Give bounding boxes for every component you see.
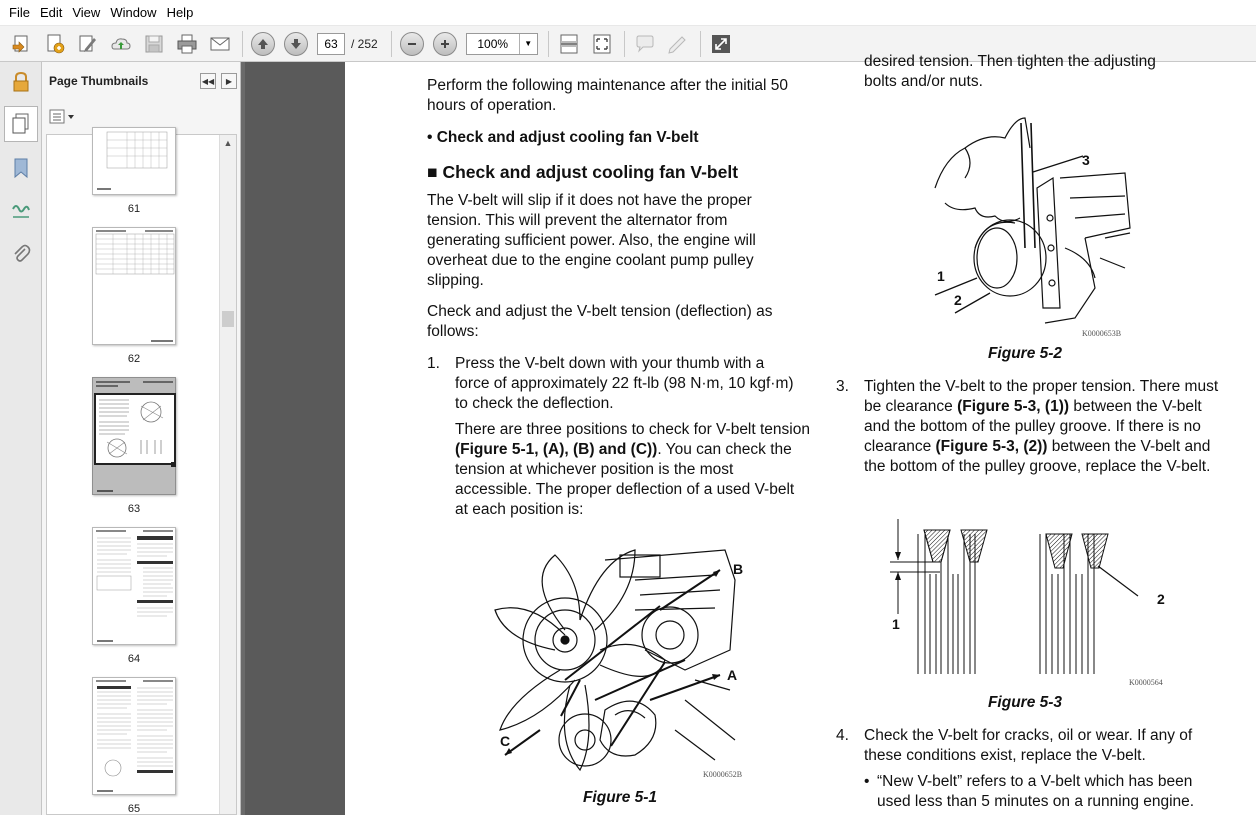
figure-5-3-caption: Figure 5-3 — [987, 694, 1063, 711]
page-preview-icon — [93, 228, 177, 346]
bullet-dot: • — [864, 773, 870, 790]
menu-edit[interactable]: Edit — [39, 4, 63, 20]
callout-c: C — [500, 733, 511, 749]
fit-page-icon[interactable] — [588, 30, 616, 58]
callout-2: 2 — [954, 292, 962, 308]
figure-reference: (Figure 5-3, (2)) — [935, 438, 1048, 455]
document-page — [345, 53, 1256, 815]
toolbar-separator — [548, 31, 549, 57]
step-number: 1. — [427, 355, 440, 372]
save-icon[interactable] — [140, 30, 168, 58]
create-pdf-icon[interactable] — [41, 30, 69, 58]
figure-5-1-caption: Figure 5-1 — [582, 789, 658, 806]
step-1-detail-text: . You can check the tension at whichever position is the most accessible. The proper deflection of a used V-belt at each position is: — [455, 441, 795, 518]
step-1-detail-text: There are three positions to check for V-belt tension — [455, 421, 810, 438]
intro-paragraph: Perform the following maintenance after the initial 50 hours of operation. — [427, 77, 789, 114]
figure-5-2-caption: Figure 5-2 — [987, 345, 1063, 362]
panel-title: Page Thumbnails — [49, 74, 149, 88]
callout-b: B — [733, 561, 744, 577]
step-4-text: Check the V-belt for cracks, oil or wear. If any of these conditions exist, replace the V-belt. — [864, 727, 1193, 764]
comment-icon — [631, 30, 659, 58]
open-icon[interactable] — [8, 30, 36, 58]
callout-a: A — [727, 667, 738, 683]
page-total: / 252 — [351, 36, 378, 51]
paragraph-2: Check and adjust the V-belt tension (deflection) as follows: — [427, 303, 773, 340]
step-number: 4. — [836, 727, 849, 744]
callout-1: 1 — [937, 268, 945, 284]
bullet-text: Check and adjust cooling fan V-belt — [436, 129, 699, 146]
thumbnail-label: 62 — [127, 353, 141, 365]
page-preview-icon — [93, 678, 177, 796]
thumbnail-page-64[interactable] — [92, 527, 176, 645]
thumbnail-page-65[interactable] — [92, 677, 176, 795]
zoom-in-button[interactable] — [431, 30, 459, 58]
callout-2: 2 — [1157, 591, 1165, 607]
thumbnail-label: 61 — [127, 203, 141, 215]
email-icon[interactable] — [206, 30, 234, 58]
arrow-up-icon — [251, 32, 275, 56]
thumbnail-scrollbar[interactable] — [219, 135, 236, 814]
toolbar-separator — [242, 31, 243, 57]
bullet-text: “New V-belt” refers to a V-belt which has been used less than 5 minutes on a running engine. — [877, 773, 1195, 810]
callout-3: 3 — [1082, 152, 1090, 168]
figure-code: K0000564 — [1129, 678, 1163, 687]
figure-reference: (Figure 5-1, (A), (B) and (C)) — [455, 441, 658, 458]
edit-icon[interactable] — [74, 30, 102, 58]
section-heading — [427, 162, 817, 182]
figure-code: K0000653B — [1082, 329, 1122, 338]
square-bullet-icon: ■ — [427, 162, 438, 182]
thumbnail-label: 63 — [127, 503, 141, 515]
minus-icon — [400, 32, 424, 56]
thumbnail-list[interactable] — [46, 134, 237, 815]
page-preview-icon — [93, 128, 177, 196]
thumbnail-page-63[interactable] — [92, 377, 176, 495]
collapse-panel-icon[interactable]: ◀◀ — [200, 73, 216, 89]
step-3-text-part: Tighten the V-belt to the proper tension. There must be clearance — [864, 378, 1219, 415]
figure-reference: (Figure 5-3, (1)) — [957, 398, 1070, 415]
attachment-icon[interactable] — [7, 240, 35, 268]
toolbar-separator — [700, 31, 701, 57]
lock-icon[interactable] — [7, 68, 35, 96]
fit-width-icon[interactable] — [555, 30, 583, 58]
signature-icon[interactable] — [7, 198, 35, 226]
bookmark-icon[interactable] — [7, 154, 35, 182]
bullet-item: • Check and adjust cooling fan V-belt — [427, 129, 699, 146]
step-1-text: Press the V-belt down with your thumb with a force of approximately 22 ft-lb (98 N·m, 10 kgf·m) to check the deflection. — [455, 355, 794, 412]
continued-text: bolts and/or nuts. — [864, 73, 983, 90]
menu-bar — [0, 0, 1256, 26]
thumbnail-options-button[interactable] — [49, 108, 77, 126]
chevron-up-icon[interactable]: ▲ — [223, 138, 233, 148]
zoom-select[interactable] — [466, 33, 538, 55]
print-icon[interactable] — [173, 30, 201, 58]
step-number: 3. — [836, 378, 849, 395]
pages-icon[interactable] — [4, 106, 38, 142]
sign-icon — [664, 30, 692, 58]
toolbar-separator — [624, 31, 625, 57]
menu-window[interactable]: Window — [110, 4, 157, 20]
thumbnail-label: 64 — [127, 653, 141, 665]
step-3-text-part: between the V-belt and the bottom of the pulley groove, replace the V-belt. — [864, 438, 1211, 475]
thumbnail-label: 65 — [127, 803, 141, 815]
menu-file[interactable]: File — [9, 4, 30, 20]
zoom-out-button[interactable] — [398, 30, 426, 58]
figure-code: K0000652B — [703, 770, 743, 779]
chevron-down-icon[interactable]: ▼ — [519, 34, 537, 54]
figure-5-1-image — [485, 540, 755, 780]
previous-page-button[interactable] — [249, 30, 277, 58]
plus-icon — [433, 32, 457, 56]
page-preview-icon — [93, 528, 177, 646]
document-viewport[interactable] — [245, 53, 1256, 815]
next-page-button[interactable] — [282, 30, 310, 58]
arrow-down-icon — [284, 32, 308, 56]
chevron-right-icon[interactable]: ▶ — [221, 73, 237, 89]
navigation-strip — [0, 62, 42, 815]
figure-5-3-image — [880, 514, 1180, 684]
step-3-text-part: between the V-belt and the bottom of the pulley groove. If there is no clearance — [864, 398, 1202, 455]
expand-icon[interactable] — [707, 30, 735, 58]
paragraph-1: The V-belt will slip if it does not have the proper tension. This will prevent the alternator from generating sufficient power. Also, the engine will overheat due to the engine coolant pump pulley slipping. — [427, 192, 756, 289]
callout-1: 1 — [892, 616, 900, 632]
pulley-groove-illustration — [880, 514, 1180, 684]
step-1-detail — [455, 420, 810, 520]
menu-help[interactable]: Help — [166, 4, 194, 20]
continued-text-top: desired tension. Then tighten the adjusting — [864, 53, 1156, 70]
page-preview-icon — [93, 378, 177, 496]
scrollbar-thumb[interactable] — [222, 311, 234, 327]
thumbnail-panel — [42, 62, 241, 815]
engine-fan-belt-illustration — [485, 540, 755, 780]
zoom-value: 100% — [477, 36, 509, 51]
thumbnail-page-62[interactable] — [92, 227, 176, 345]
toolbar-separator — [391, 31, 392, 57]
menu-view[interactable]: View — [72, 4, 101, 20]
section-heading-text: Check and adjust cooling fan V-belt — [442, 162, 739, 182]
page-number-input[interactable]: 63 — [317, 33, 345, 55]
step-3-text — [864, 377, 1224, 477]
thumbnail-page-61[interactable] — [92, 127, 176, 195]
upload-icon[interactable] — [107, 30, 135, 58]
